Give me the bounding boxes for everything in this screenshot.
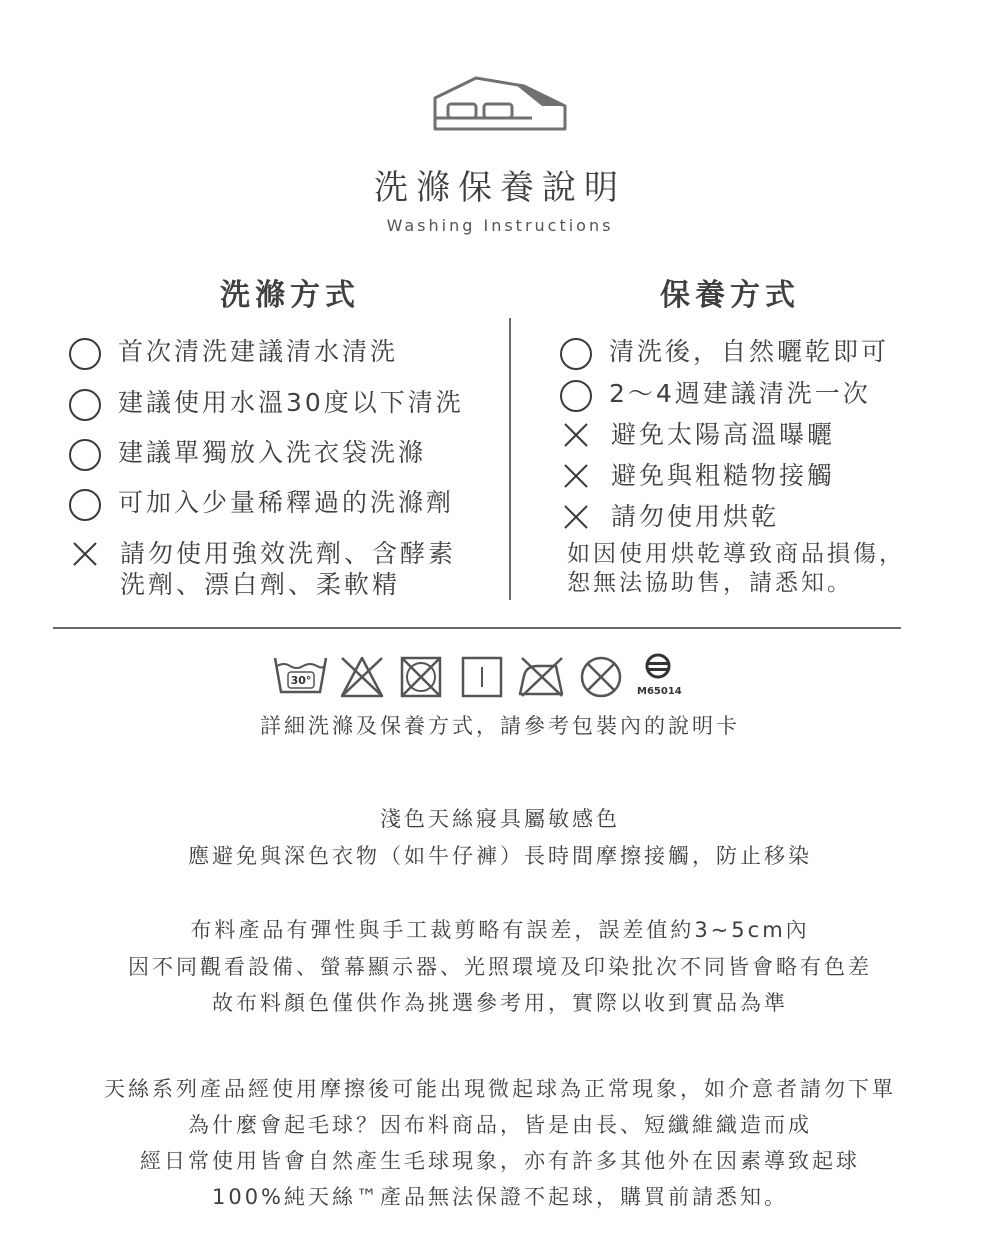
notice-line: 100%純天絲™產品無法保證不起球，購買前請悉知。 xyxy=(211,1185,789,1209)
care-item-text: 請勿使用烘乾 xyxy=(611,502,780,531)
washing-item-text: 可加入少量稀釋過的洗滌劑 xyxy=(118,488,455,517)
care-item xyxy=(560,501,779,535)
circle-icon xyxy=(69,338,101,370)
line-dry-icon xyxy=(463,658,501,696)
care-item xyxy=(560,460,835,494)
washing-item-text: 建議單獨放入洗衣袋洗滌 xyxy=(118,438,427,467)
care-item-text: 2～4週建議清洗一次 xyxy=(609,379,871,408)
care-heading: 保養方式 xyxy=(660,278,800,313)
washing-item-text xyxy=(120,538,456,600)
no-dry-clean-icon xyxy=(582,658,620,696)
care-item xyxy=(560,378,871,412)
care-item xyxy=(560,336,889,370)
certification-code: M65014 xyxy=(637,686,682,697)
care-item-text: 避免太陽高溫曝曬 xyxy=(611,420,836,449)
circle-icon xyxy=(69,389,101,421)
dryer-warning-line: 恕無法協助售，請悉知。 xyxy=(567,570,853,596)
washing-item-line: 洗劑、漂白劑、柔軟精 xyxy=(120,570,401,599)
circle-icon xyxy=(560,380,592,412)
column-divider xyxy=(509,318,511,600)
washing-item xyxy=(69,538,456,600)
no-tumble-dry-icon xyxy=(402,658,440,696)
care-item-text: 避免與粗糙物接觸 xyxy=(611,461,836,490)
cross-icon xyxy=(560,460,594,494)
washing-item xyxy=(69,387,464,421)
notice-line: 天絲系列產品經使用摩擦後可能出現微起球為正常現象，如介意者請勿下單 xyxy=(104,1077,896,1101)
no-bleach-icon xyxy=(342,658,382,696)
wash-temp-label: 30° xyxy=(290,674,312,687)
notice-line: 經日常使用皆會自然產生毛球現象，亦有許多其他外在因素導致起球 xyxy=(140,1149,860,1173)
care-card-note: 詳細洗滌及保養方式，請參考包裝內的說明卡 xyxy=(260,714,740,738)
washing-item-text: 建議使用水溫30度以下清洗 xyxy=(118,388,464,417)
certification-mark-icon xyxy=(647,655,669,677)
bed-icon xyxy=(432,74,568,136)
care-item-text: 清洗後，自然曬乾即可 xyxy=(609,337,890,366)
washing-item-line: 請勿使用強效洗劑、含酵素 xyxy=(120,539,457,568)
washing-item xyxy=(69,437,426,471)
dryer-warning xyxy=(567,540,905,598)
notice-line: 為什麼會起毛球？因布料商品，皆是由長、短纖維織造而成 xyxy=(188,1113,812,1137)
circle-icon xyxy=(560,338,592,370)
cross-icon xyxy=(560,501,594,535)
care-item xyxy=(560,419,835,453)
section-divider xyxy=(53,627,901,629)
cross-icon xyxy=(560,419,594,453)
no-iron-icon xyxy=(520,658,562,696)
notice-line: 布料產品有彈性與手工裁剪略有誤差，誤差值約3~5cm內 xyxy=(190,918,810,942)
notice-line: 故布料顏色僅供作為挑選參考用，實際以收到實品為準 xyxy=(212,991,788,1015)
cross-icon xyxy=(69,538,103,572)
washing-item xyxy=(69,487,454,521)
notice-line: 淺色天絲寢具屬敏感色 xyxy=(380,807,620,831)
notice-line: 因不同觀看設備、螢幕顯示器、光照環境及印染批次不同皆會略有色差 xyxy=(128,955,872,979)
wash-30-icon xyxy=(275,658,326,692)
dryer-warning-line: 如因使用烘乾導致商品損傷， xyxy=(567,541,905,567)
page-title: 洗滌保養說明 xyxy=(374,168,626,208)
circle-icon xyxy=(69,439,101,471)
circle-icon xyxy=(69,489,101,521)
washing-heading: 洗滌方式 xyxy=(220,278,360,313)
washing-item-text: 首次清洗建議清水清洗 xyxy=(118,337,399,366)
page-subtitle: Washing Instructions xyxy=(386,216,614,235)
notice-line: 應避免與深色衣物（如牛仔褲）長時間摩擦接觸，防止移染 xyxy=(188,844,812,868)
washing-item xyxy=(69,336,398,370)
